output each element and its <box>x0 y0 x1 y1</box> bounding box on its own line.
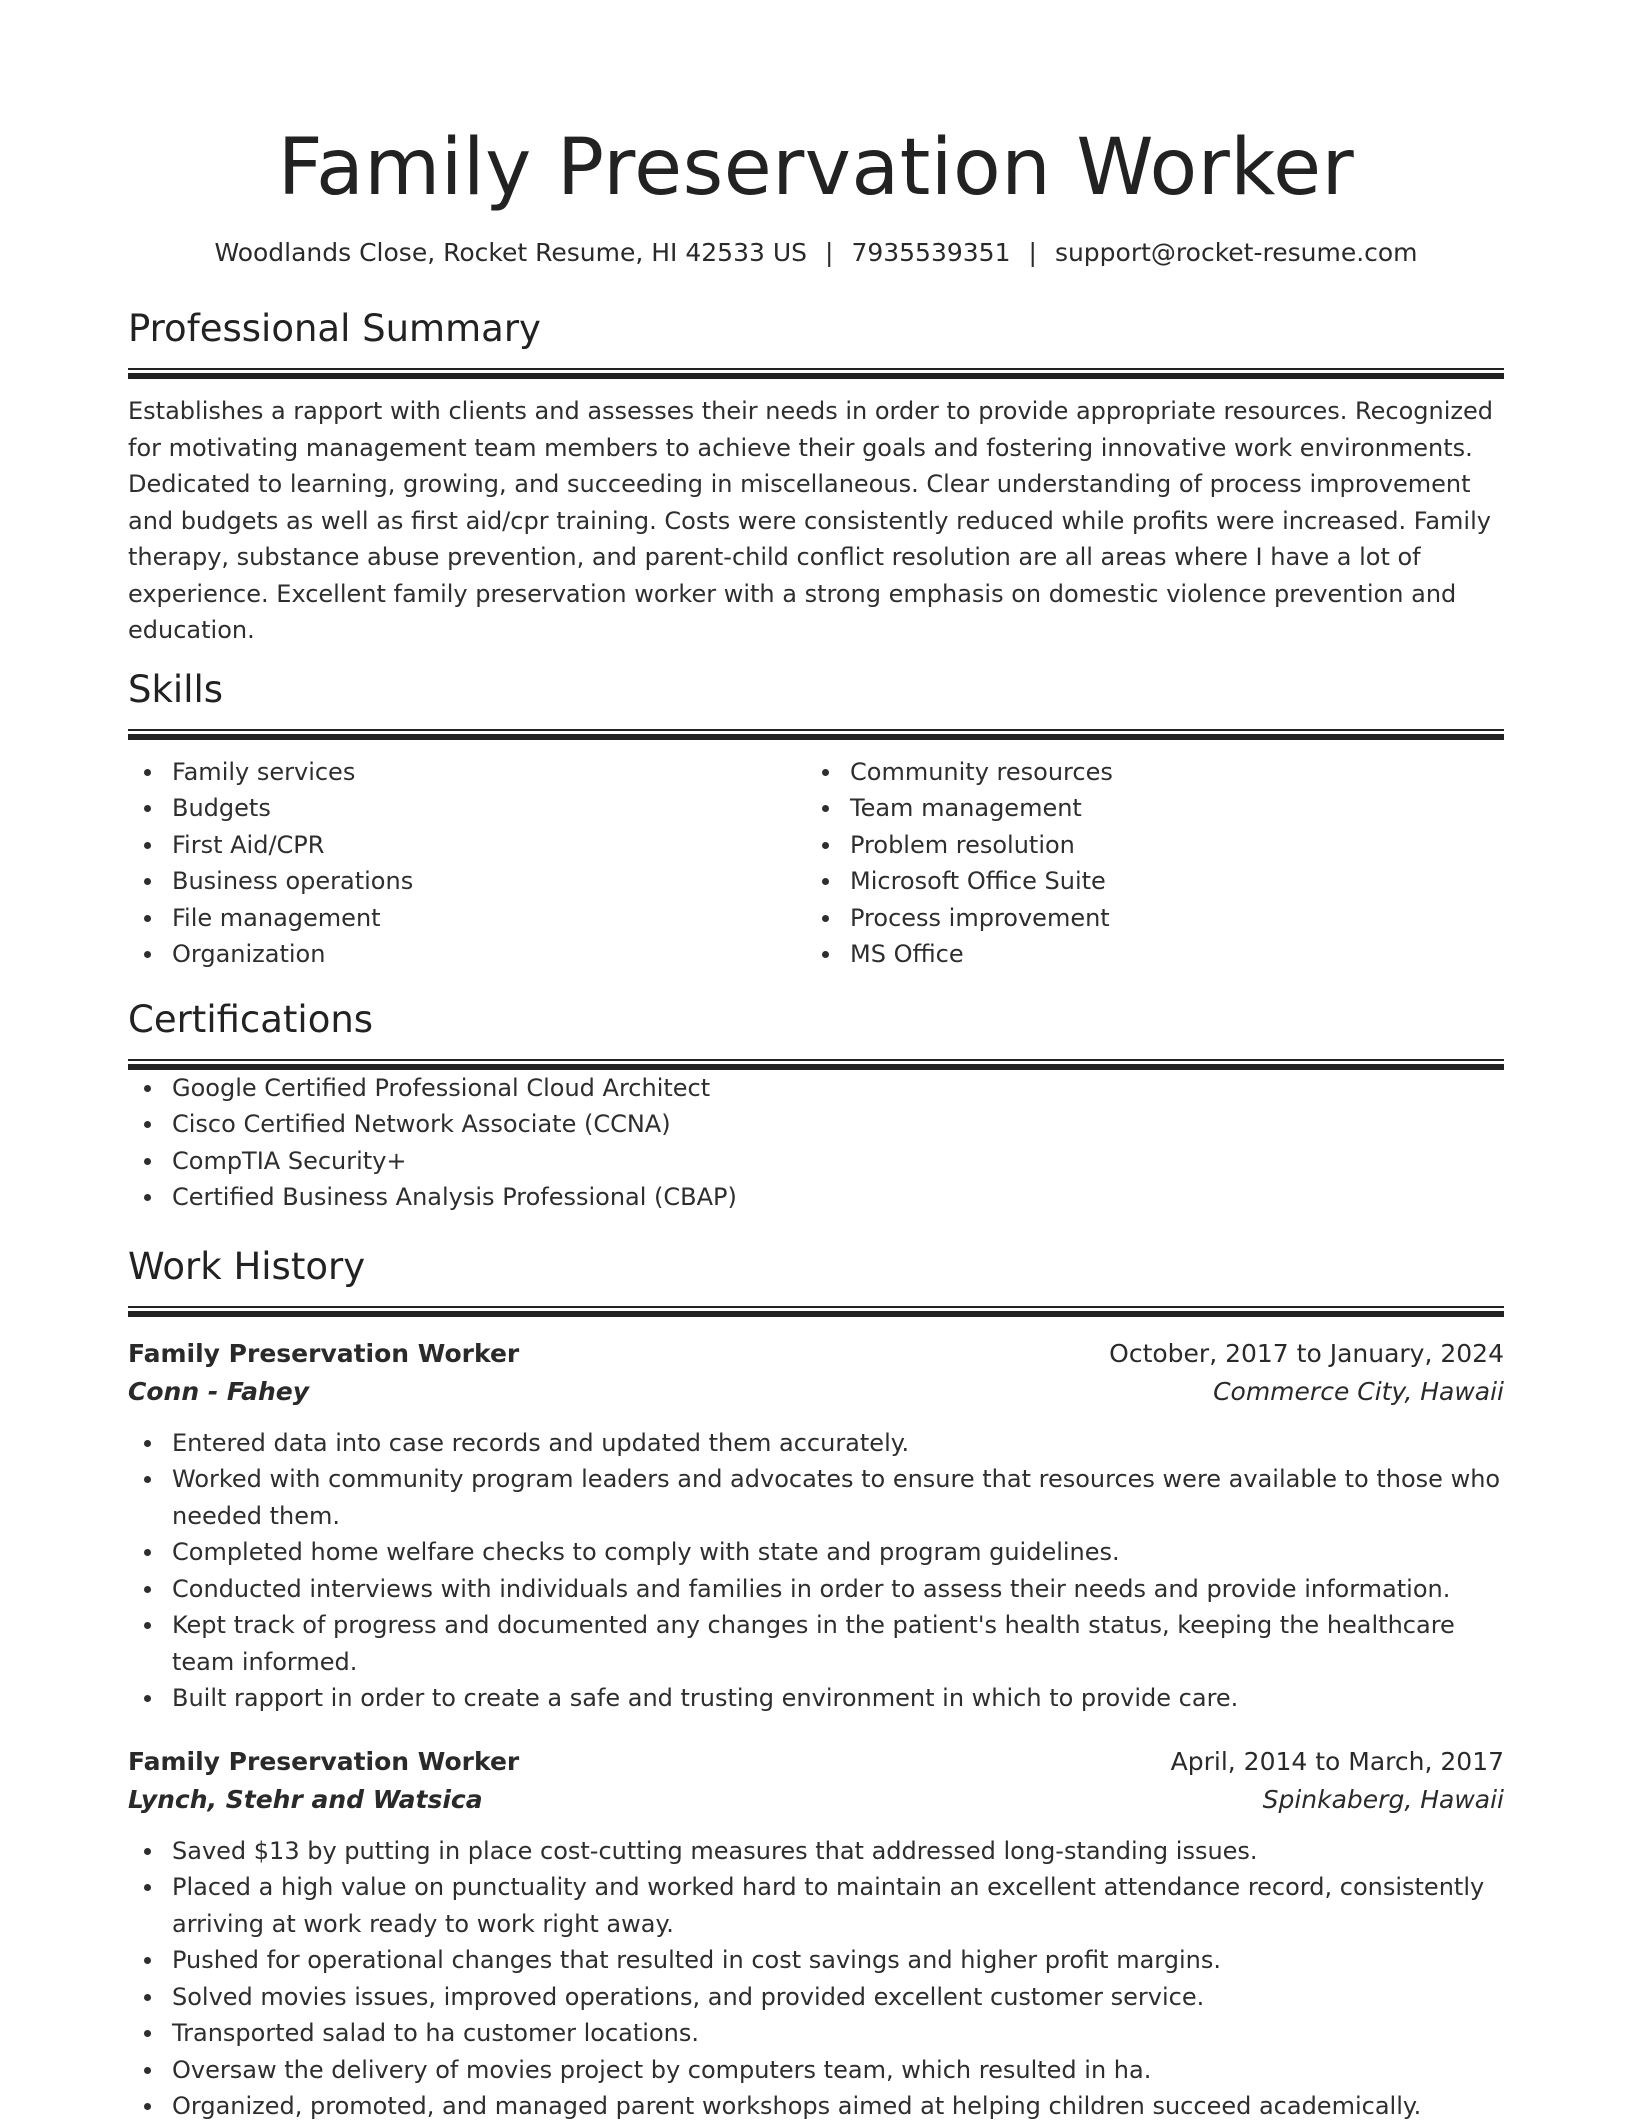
job-dates: April, 2014 to March, 2017 <box>1170 1746 1504 1776</box>
skill-item: Budgets <box>128 790 806 827</box>
bullet-icon <box>144 1440 151 1447</box>
bullet-icon <box>144 2067 151 2074</box>
skill-item: Microsoft Office Suite <box>806 863 1484 900</box>
contact-email: support@rocket-resume.com <box>1054 238 1418 267</box>
job-title: Family Preservation Worker <box>128 1338 520 1368</box>
bullet-icon <box>822 951 829 958</box>
contact-phone: 7935539351 <box>851 238 1011 267</box>
skill-item: Community resources <box>806 754 1484 791</box>
bullet-icon <box>144 1695 151 1702</box>
bullet-icon <box>144 1622 151 1629</box>
skill-item: Business operations <box>128 863 806 900</box>
contact-address: Woodlands Close, Rocket Resume, HI 42533 US <box>214 238 807 267</box>
section-title-summary: Professional Summary <box>128 307 541 350</box>
skill-item: Organization <box>128 936 806 973</box>
bullet-icon <box>144 1476 151 1483</box>
job-duties-list <box>128 1425 1504 1717</box>
job-company-row <box>128 1373 1504 1411</box>
job-duty-item: Worked with community program leaders and advocates to ensure that resources were available to those who needed them. <box>128 1461 1504 1534</box>
skill-item: Team management <box>806 790 1484 827</box>
job-header-row <box>128 1743 1504 1781</box>
bullet-icon <box>822 915 829 922</box>
section-title-certifications: Certifications <box>128 997 374 1041</box>
skill-item: Family services <box>128 754 806 791</box>
resume-name: Family Preservation Worker <box>277 123 1355 213</box>
job-location: Spinkaberg, Hawaii <box>1262 1784 1504 1814</box>
bullet-icon <box>822 769 829 776</box>
skill-item: File management <box>128 900 806 937</box>
skills-list-left <box>128 754 806 973</box>
job-duty-item: Completed home welfare checks to comply with state and program guidelines. <box>128 1534 1504 1571</box>
job-duty-item: Oversaw the delivery of movies project by computers team, which resulted in ha. <box>128 2052 1504 2089</box>
skill-item: Problem resolution <box>806 827 1484 864</box>
certification-item: Certified Business Analysis Professional (CBAP) <box>128 1179 1504 1216</box>
section-divider <box>128 1306 1504 1317</box>
job-location: Commerce City, Hawaii <box>1213 1376 1504 1406</box>
skills-list-right <box>806 754 1484 973</box>
bullet-icon <box>144 1121 151 1128</box>
bullet-icon <box>144 1848 151 1855</box>
bullet-icon <box>144 1158 151 1165</box>
bullet-icon <box>144 1085 151 1092</box>
section-summary <box>128 306 1504 649</box>
section-divider <box>128 729 1504 740</box>
certifications-list <box>128 1070 1504 1216</box>
bullet-icon <box>144 2030 151 2037</box>
section-divider <box>128 368 1504 379</box>
skill-item: MS Office <box>806 936 1484 973</box>
certification-item: Cisco Certified Network Associate (CCNA) <box>128 1106 1504 1143</box>
job-duty-item: Pushed for operational changes that resulted in cost savings and higher profit margins. <box>128 1942 1504 1979</box>
job-duty-item: Organized, promoted, and managed parent workshops aimed at helping children succeed academically. <box>128 2088 1504 2125</box>
bullet-icon <box>144 1549 151 1556</box>
job-duty-item: Built rapport in order to create a safe and trusting environment in which to provide care. <box>128 1680 1504 1717</box>
bullet-icon <box>144 1194 151 1201</box>
certification-item: Google Certified Professional Cloud Architect <box>128 1070 1504 1107</box>
bullet-icon <box>822 878 829 885</box>
section-skills <box>128 667 1504 973</box>
job-duty-item: Saved $13 by putting in place cost-cutting measures that addressed long-standing issues. <box>128 1833 1504 1870</box>
contact-separator: | <box>1028 238 1037 267</box>
job-company: Conn - Fahey <box>128 1376 310 1406</box>
job-duty-item: Solved movies issues, improved operations, and provided excellent customer service. <box>128 1979 1504 2016</box>
skill-item: First Aid/CPR <box>128 827 806 864</box>
bullet-icon <box>144 878 151 885</box>
contact-separator: | <box>825 238 834 267</box>
job-dates: October, 2017 to January, 2024 <box>1109 1338 1504 1368</box>
summary-text: Establishes a rapport with clients and assesses their needs in order to provide appropriate resources. Recognized for motivating management team members to achieve their goals and fostering innovative work environments. Dedicated to learning, growing, and succeeding in miscellaneous. Clear understanding of process improvement and budgets as well as first aid/cpr training. Costs were consistently reduced while profits were increased. Family therapy, substance abuse prevention, and parent-child conflict resolution are all areas where I have a lot of experience. Excellent family preservation worker with a strong emphasis on domestic violence prevention and education. <box>128 397 1493 644</box>
contact-line <box>128 236 1504 270</box>
bullet-icon <box>144 1884 151 1891</box>
bullet-icon <box>144 805 151 812</box>
skill-item: Process improvement <box>806 900 1484 937</box>
job-duty-item: Entered data into case records and updated them accurately. <box>128 1425 1504 1462</box>
bullet-icon <box>144 915 151 922</box>
skills-column-right <box>806 754 1484 973</box>
bullet-icon <box>822 805 829 812</box>
section-divider <box>128 1059 1504 1070</box>
job-duty-item: Placed a high value on punctuality and worked hard to maintain an excellent attendance record, consistently arriving at work ready to work right away. <box>128 1869 1504 1942</box>
job-entry <box>128 1743 1504 2125</box>
section-work-history <box>128 1244 1504 2125</box>
certification-item: CompTIA Security+ <box>128 1143 1504 1180</box>
job-duty-item: Kept track of progress and documented any changes in the patient's health status, keeping the healthcare team informed. <box>128 1607 1504 1680</box>
job-title: Family Preservation Worker <box>128 1746 520 1776</box>
job-entry <box>128 1335 1504 1717</box>
job-duties-list <box>128 1833 1504 2125</box>
section-title-skills: Skills <box>128 667 224 711</box>
bullet-icon <box>144 2103 151 2110</box>
bullet-icon <box>144 1586 151 1593</box>
job-duty-item: Transported salad to ha customer locations. <box>128 2015 1504 2052</box>
job-duty-item: Conducted interviews with individuals and families in order to assess their needs and provide information. <box>128 1571 1504 1608</box>
resume-page <box>128 0 1504 2125</box>
bullet-icon <box>144 1957 151 1964</box>
bullet-icon <box>144 1994 151 2001</box>
skills-grid <box>128 754 1504 973</box>
bullet-icon <box>144 769 151 776</box>
section-certifications <box>128 997 1504 1216</box>
bullet-icon <box>822 842 829 849</box>
job-company: Lynch, Stehr and Watsica <box>128 1784 483 1814</box>
job-header-row <box>128 1335 1504 1373</box>
skills-column-left <box>128 754 806 973</box>
section-title-work-history: Work History <box>128 1244 366 1288</box>
job-company-row <box>128 1781 1504 1819</box>
bullet-icon <box>144 951 151 958</box>
bullet-icon <box>144 842 151 849</box>
